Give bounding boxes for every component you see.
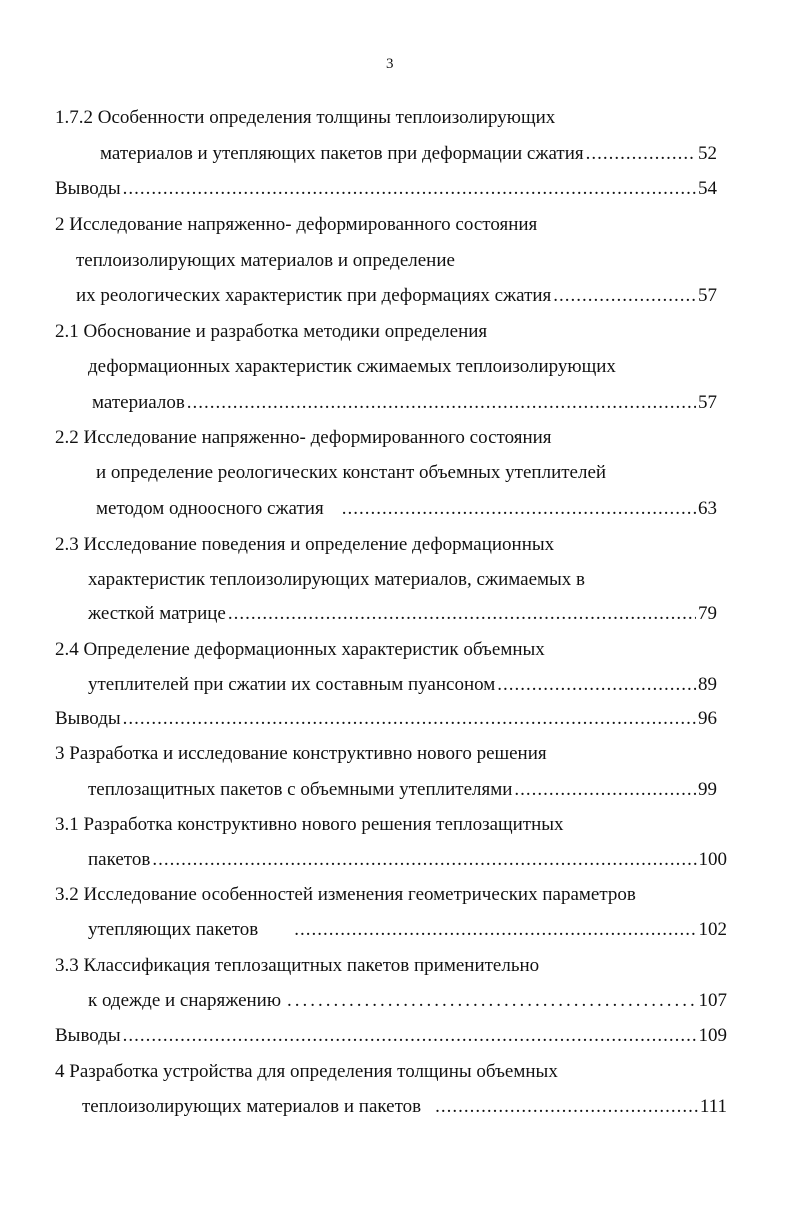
toc-line: 2.3 Исследование поведения и определение деформационных — [55, 534, 555, 555]
toc-line: 2.1 Обоснование и разработка методики определения — [55, 321, 488, 342]
toc-entry — [100, 143, 717, 165]
toc-entry — [76, 285, 717, 307]
toc-line: 2.4 Определение деформационных характеристик объемных — [55, 639, 545, 660]
toc-line: характеристик теплоизолирующих материалов, сжимаемых в — [88, 569, 586, 590]
toc-leader-dots — [294, 919, 696, 941]
toc-entry-title: пакетов — [88, 849, 151, 870]
toc-entry — [92, 392, 717, 414]
toc-line: деформационных характеристик сжимаемых теплоизолирующих — [88, 356, 616, 377]
toc-leader-dots — [228, 603, 696, 625]
toc-line: 1.7.2 Особенности определения толщины теплоизолирующих — [55, 107, 556, 128]
toc-page-number: 99 — [698, 779, 717, 800]
toc-line: и определение реологических констант объемных утеплителей — [96, 462, 607, 483]
toc-entry — [96, 498, 717, 520]
toc-leader-dots — [152, 849, 696, 871]
toc-page-number: 57 — [698, 285, 717, 306]
toc-page-number: 107 — [698, 990, 727, 1011]
toc-page-number: 63 — [698, 498, 717, 519]
toc-page-number: 54 — [698, 178, 717, 199]
toc-leader-dots — [123, 708, 696, 730]
toc-entry — [88, 919, 727, 941]
toc-entry-title: методом одноосного сжатия — [96, 498, 324, 519]
toc-leader-dots — [123, 1025, 697, 1047]
toc-line: 2.2 Исследование напряженно- деформированного состояния — [55, 427, 552, 448]
toc-leader-dots — [187, 392, 696, 414]
toc-line: 3 Разработка и исследование конструктивно нового решения — [55, 743, 547, 764]
toc-leader-dots — [123, 178, 696, 200]
toc-page-number: 79 — [698, 603, 717, 624]
toc-entry-title: Выводы — [55, 708, 121, 729]
toc-leader-dots — [586, 143, 696, 165]
toc-line: 3.2 Исследование особенностей изменения геометрических параметров — [55, 884, 636, 905]
toc-page-number: 96 — [698, 708, 717, 729]
toc-leader-dots — [342, 498, 696, 520]
toc-entry — [88, 849, 727, 871]
toc-entry-title: материалов и утепляющих пакетов при деформации сжатия — [100, 143, 584, 164]
toc-entry — [55, 1025, 727, 1047]
toc-entry-title: утепляющих пакетов — [88, 919, 259, 940]
toc-entry-title: теплозащитных пакетов с объемными утеплителями — [88, 779, 513, 800]
toc-leader-dots — [435, 1096, 698, 1118]
toc-page-number: 102 — [698, 919, 727, 940]
toc-line: теплоизолирующих материалов и определение — [76, 250, 455, 271]
toc-entry-title: Выводы — [55, 1025, 121, 1046]
page-number: 3 — [386, 56, 394, 72]
toc-entry-title: жесткой матрице — [88, 603, 226, 624]
toc-entry — [88, 779, 717, 801]
toc-entry — [88, 603, 717, 625]
toc-line: 3.1 Разработка конструктивно нового решения теплозащитных — [55, 814, 564, 835]
toc-page-number: 109 — [698, 1025, 727, 1046]
toc-leader-dots — [497, 674, 696, 696]
toc-entry-title: теплоизолирующих материалов и пакетов — [82, 1096, 422, 1117]
toc-leader-dots — [553, 285, 696, 307]
toc-page-number: 57 — [698, 392, 717, 413]
toc-entry-title: материалов — [92, 392, 185, 413]
toc-leader-dots — [514, 779, 696, 801]
toc-entry — [88, 990, 727, 1012]
toc-entry-title: утеплителей при сжатии их составным пуансоном — [88, 674, 496, 695]
toc-page-number: 89 — [698, 674, 717, 695]
toc-leader-dots — [287, 990, 696, 1012]
toc-line: 3.3 Классификация теплозащитных пакетов применительно — [55, 955, 540, 976]
toc-entry — [82, 1096, 727, 1118]
toc-page-number: 100 — [698, 849, 727, 870]
toc-entry — [55, 178, 717, 200]
toc-entry-title: Выводы — [55, 178, 121, 199]
toc-page-number: 52 — [698, 143, 717, 164]
toc-entry — [55, 708, 717, 730]
toc-line: 2 Исследование напряженно- деформированного состояния — [55, 214, 538, 235]
toc-entry — [88, 674, 717, 696]
toc-page-number: 111 — [699, 1096, 727, 1117]
toc-entry-title: их реологических характеристик при деформациях сжатия — [76, 285, 552, 306]
toc-line: 4 Разработка устройства для определения толщины объемных — [55, 1061, 558, 1082]
toc-entry-title: к одежде и снаряжению — [88, 990, 282, 1011]
